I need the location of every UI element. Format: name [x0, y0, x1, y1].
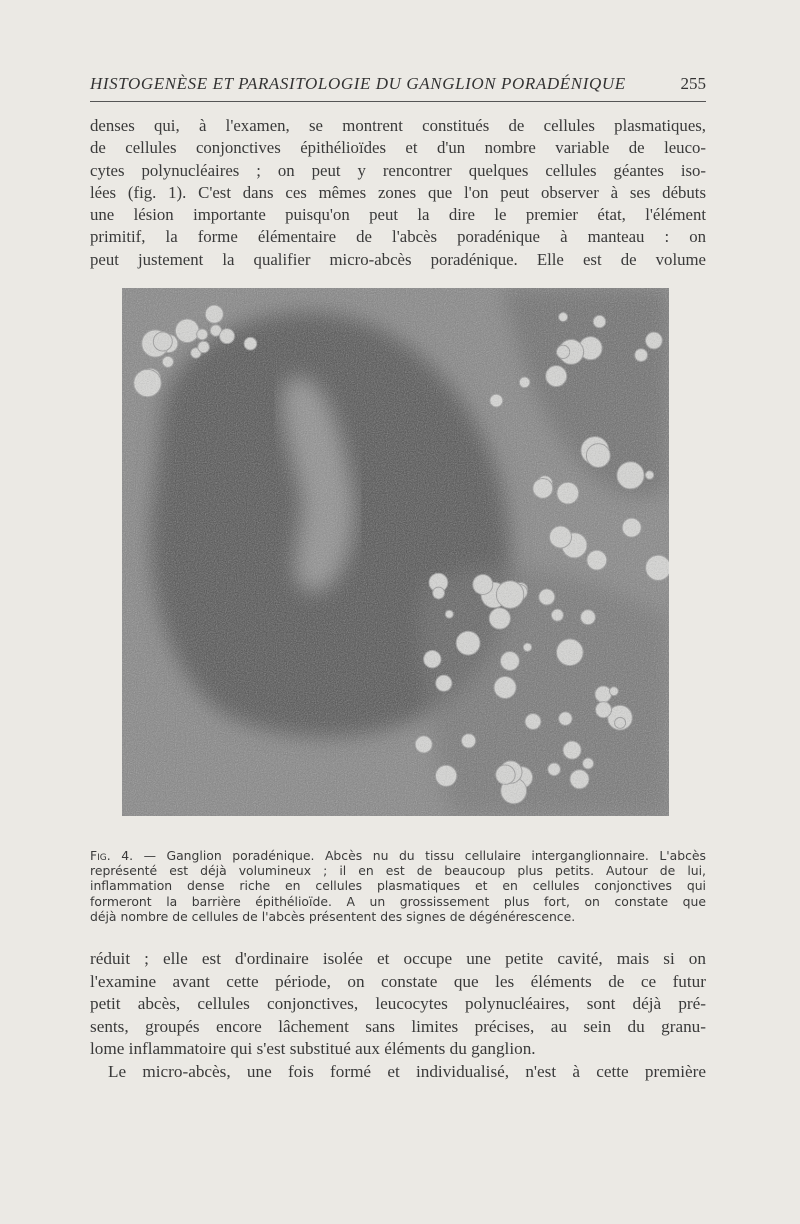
text-line: lome inflammatoire qui s'est substitué aux éléments du ganglion.: [90, 1039, 536, 1058]
text-line: l'examine avant cette période, on constate que les éléments de ce futur: [90, 971, 706, 991]
running-title: HISTOGENÈSE ET PARASITOLOGIE DU GANGLION PORADÉNIQUE: [90, 74, 626, 93]
header-rule: [90, 101, 706, 102]
paragraph-bottom: [90, 948, 706, 1083]
running-header: [90, 74, 706, 94]
text-line: primitif, la forme élémentaire de l'abcès poradénique à manteau : on: [90, 227, 706, 247]
caption-line: inflammation dense riche en cellules plasmatiques et en cellules conjonctives qui: [90, 878, 706, 894]
text-line: lées (fig. 1). C'est dans ces mêmes zones que l'on peut observer à ses débuts: [90, 182, 706, 202]
text-line: peut justement la qualifier micro-abcès poradénique. Elle est de volume: [90, 249, 706, 269]
caption-line: formeront la barrière épithélioïde. A un grossissement plus fort, on constate que: [90, 893, 706, 909]
micrograph-image: [122, 288, 669, 816]
figure-caption: [90, 848, 706, 924]
caption-line: [90, 848, 706, 863]
text-line: Le micro-abcès, une fois formé et individualisé, n'est à cette première: [108, 1061, 706, 1081]
caption-line: déjà nombre de cellules de l'abcès présentent des signes de dégénérescence.: [90, 908, 576, 924]
text-line: réduit ; elle est d'ordinaire isolée et occupe une petite cavité, mais si on: [90, 949, 706, 968]
text-line: une lésion importante puisqu'on peut la dire le premier état, l'élément: [90, 205, 706, 225]
text-line: denses qui, à l'examen, se montrent constitués de cellules plasmatiques,: [90, 116, 706, 135]
text-line: sents, groupés encore lâchement sans limites précises, au sein du granu-: [90, 1016, 706, 1036]
text-line: petit abcès, cellules conjonctives, leucocytes polynucléaires, sont déjà pré-: [90, 994, 706, 1013]
micrograph-figure: [122, 288, 669, 816]
paragraph-top: [90, 115, 706, 271]
caption-label: Fig. 4.: [90, 848, 134, 863]
text-line: de cellules conjonctives épithélioïdes et d'un nombre variable de leuco-: [90, 138, 706, 158]
text-line: cytes polynucléaires ; on peut y rencontrer quelques cellules géantes iso-: [90, 160, 706, 180]
caption-text: — Ganglion poradénique. Abcès nu du tissu cellulaire interganglionnaire. L'abcès: [143, 848, 706, 863]
caption-line: représenté est déjà volumineux ; il en est de beaucoup plus petits. Autour de lui,: [90, 863, 706, 879]
page-number: 255: [680, 74, 706, 93]
